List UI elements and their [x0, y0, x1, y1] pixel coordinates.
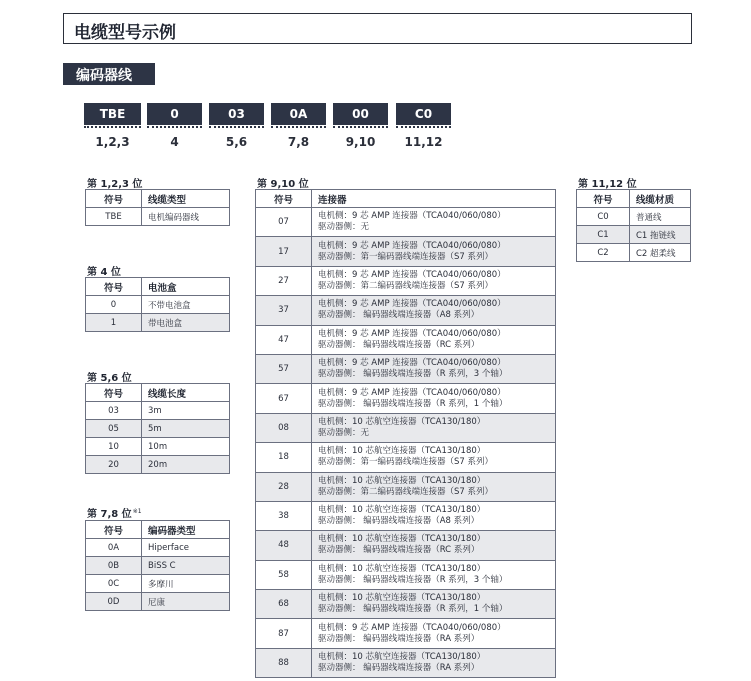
- code-segment-box: C0: [396, 103, 451, 125]
- table-row: [256, 208, 556, 237]
- column-header: 符号: [577, 190, 630, 208]
- table-row: [86, 296, 230, 314]
- driver-side-text: 驱动器侧： 编码器线端连接器（RC 系列）: [318, 339, 480, 350]
- table-row: [256, 648, 556, 677]
- section-title: 编码器线: [63, 63, 155, 85]
- cell-code: TBE: [86, 208, 142, 226]
- code-divider: [84, 126, 141, 128]
- table-1112-heading: 第 11,12 位: [578, 179, 637, 190]
- column-header: 线缆长度: [142, 384, 230, 402]
- driver-side-text: 驱动器侧： 编码器线端连接器（A8 系列）: [318, 516, 480, 527]
- cell-value: [312, 443, 556, 472]
- code-divider: [333, 126, 388, 128]
- cell-code: 87: [256, 619, 312, 648]
- code-segment-box: 00: [333, 103, 388, 125]
- motor-side-text: 电机侧：10 芯航空连接器（TCA130/180）: [318, 416, 486, 427]
- cell-code: 07: [256, 208, 312, 237]
- code-segment-position: 1,2,3: [95, 135, 130, 149]
- cell-value: [312, 590, 556, 619]
- driver-side-text: 驱动器侧： 编码器线端连接器（RC 系列）: [318, 545, 480, 556]
- table-row: [86, 208, 230, 226]
- cell-code: 03: [86, 402, 142, 420]
- cell-value: [312, 325, 556, 354]
- cell-code: 0B: [86, 557, 142, 575]
- table-row: [256, 413, 556, 442]
- cell-value: [312, 237, 556, 266]
- table-row: [577, 244, 691, 262]
- code-segment-box: 03: [209, 103, 264, 125]
- driver-side-text: 驱动器侧： 编码器线端连接器（R 系列，1 个轴）: [318, 398, 508, 409]
- table-row: [256, 472, 556, 501]
- code-divider: [396, 126, 451, 128]
- cell-code: 0C: [86, 575, 142, 593]
- cell-value: 10m: [142, 438, 230, 456]
- table-910-heading: 第 9,10 位: [257, 179, 309, 190]
- table-4-heading: 第 4 位: [87, 267, 121, 278]
- cell-value: BiSS C: [142, 557, 230, 575]
- cell-value: [312, 531, 556, 560]
- cell-value: C1 拖链线: [630, 226, 691, 244]
- code-segment-position: 7,8: [287, 135, 310, 149]
- table-row: [256, 531, 556, 560]
- cell-code: 68: [256, 590, 312, 619]
- column-header: 连接器: [312, 190, 556, 208]
- encoder-type-table: [85, 520, 230, 611]
- table-row: [86, 402, 230, 420]
- column-header: 符号: [256, 190, 312, 208]
- cell-value: 多摩川: [142, 575, 230, 593]
- cell-value: [312, 648, 556, 677]
- motor-side-text: 电机侧：10 芯航空连接器（TCA130/180）: [318, 563, 486, 574]
- motor-side-text: 电机侧：10 芯航空连接器（TCA130/180）: [318, 652, 486, 663]
- table-row: [256, 296, 556, 325]
- table-row: [86, 420, 230, 438]
- driver-side-text: 驱动器侧： 编码器线端连接器（R 系列，3 个轴）: [318, 369, 508, 380]
- cell-code: 27: [256, 266, 312, 295]
- table-78-heading-text: 第 7,8 位: [87, 509, 132, 520]
- cell-value: 20m: [142, 456, 230, 474]
- cell-code: 38: [256, 501, 312, 530]
- code-divider: [271, 126, 326, 128]
- driver-side-text: 驱动器侧： 编码器线端连接器（RA 系列）: [318, 663, 480, 674]
- table-row: [256, 325, 556, 354]
- cell-value: 电机编码器线: [142, 208, 230, 226]
- cell-code: 67: [256, 384, 312, 413]
- cell-value: 5m: [142, 420, 230, 438]
- cell-code: 37: [256, 296, 312, 325]
- cell-code: 0A: [86, 539, 142, 557]
- motor-side-text: 电机侧：9 芯 AMP 连接器（TCA040/060/080）: [318, 299, 506, 310]
- cell-value: [312, 296, 556, 325]
- cell-code: 57: [256, 354, 312, 383]
- column-header: 线缆材质: [630, 190, 691, 208]
- cell-value: 普通线: [630, 208, 691, 226]
- cell-code: 20: [86, 456, 142, 474]
- cell-value: Hiperface: [142, 539, 230, 557]
- cell-value: [312, 619, 556, 648]
- table-78-heading: [87, 505, 142, 520]
- cell-value: [312, 560, 556, 589]
- table-row: [86, 593, 230, 611]
- cell-value: 不带电池盒: [142, 296, 230, 314]
- table-row: [256, 354, 556, 383]
- table-row: [86, 456, 230, 474]
- column-header: 符号: [86, 278, 142, 296]
- cell-code: 10: [86, 438, 142, 456]
- motor-side-text: 电机侧：9 芯 AMP 连接器（TCA040/060/080）: [318, 387, 506, 398]
- cell-code: 47: [256, 325, 312, 354]
- table-row: [577, 226, 691, 244]
- code-segment-position: 9,10: [345, 135, 376, 149]
- driver-side-text: 驱动器侧：无: [318, 222, 370, 233]
- cable-type-table: [85, 189, 230, 226]
- cell-code: C0: [577, 208, 630, 226]
- cell-value: [312, 384, 556, 413]
- cell-value: [312, 501, 556, 530]
- motor-side-text: 电机侧：10 芯航空连接器（TCA130/180）: [318, 475, 486, 486]
- code-segment-position: 11,12: [404, 135, 443, 149]
- code-segment-box: 0: [147, 103, 202, 125]
- battery-box-table: [85, 277, 230, 332]
- table-row: [86, 539, 230, 557]
- table-row: [256, 619, 556, 648]
- table-row: [86, 314, 230, 332]
- motor-side-text: 电机侧：9 芯 AMP 连接器（TCA040/060/080）: [318, 358, 506, 369]
- cell-value: [312, 354, 556, 383]
- motor-side-text: 电机侧：10 芯航空连接器（TCA130/180）: [318, 505, 486, 516]
- driver-side-text: 驱动器侧：第一编码器线端连接器（S7 系列）: [318, 457, 494, 468]
- code-segment-position: 4: [170, 135, 179, 149]
- motor-side-text: 电机侧：9 芯 AMP 连接器（TCA040/060/080）: [318, 622, 506, 633]
- cell-value: [312, 413, 556, 442]
- cell-code: 18: [256, 443, 312, 472]
- column-header: 符号: [86, 384, 142, 402]
- column-header: 符号: [86, 521, 142, 539]
- cell-code: C1: [577, 226, 630, 244]
- cell-code: 48: [256, 531, 312, 560]
- code-divider: [147, 126, 202, 128]
- motor-side-text: 电机侧：10 芯航空连接器（TCA130/180）: [318, 446, 486, 457]
- column-header: 线缆类型: [142, 190, 230, 208]
- cell-code: 0D: [86, 593, 142, 611]
- driver-side-text: 驱动器侧： 编码器线端连接器（RA 系列）: [318, 633, 480, 644]
- table-row: [256, 237, 556, 266]
- motor-side-text: 电机侧：9 芯 AMP 连接器（TCA040/060/080）: [318, 211, 506, 222]
- code-divider: [209, 126, 264, 128]
- cell-value: [312, 266, 556, 295]
- motor-side-text: 电机侧：10 芯航空连接器（TCA130/180）: [318, 534, 486, 545]
- code-segment-position: 5,6: [225, 135, 248, 149]
- cell-value: 3m: [142, 402, 230, 420]
- table-row: [86, 575, 230, 593]
- motor-side-text: 电机侧：9 芯 AMP 连接器（TCA040/060/080）: [318, 269, 506, 280]
- cell-code: 08: [256, 413, 312, 442]
- cell-value: 带电池盒: [142, 314, 230, 332]
- cell-value: 尼康: [142, 593, 230, 611]
- table-row: [256, 266, 556, 295]
- table-56-heading: 第 5,6 位: [87, 373, 132, 384]
- table-row: [256, 501, 556, 530]
- driver-side-text: 驱动器侧： 编码器线端连接器（R 系列，3 个轴）: [318, 574, 508, 585]
- cable-material-table: [576, 189, 691, 262]
- table-row: [256, 443, 556, 472]
- table-123-heading: 第 1,2,3 位: [87, 179, 143, 190]
- table-row: [256, 560, 556, 589]
- table-row: [256, 384, 556, 413]
- cell-value: C2 超柔线: [630, 244, 691, 262]
- motor-side-text: 电机侧：9 芯 AMP 连接器（TCA040/060/080）: [318, 328, 506, 339]
- column-header: 符号: [86, 190, 142, 208]
- driver-side-text: 驱动器侧：第二编码器线端连接器（S7 系列）: [318, 486, 494, 497]
- table-row: [86, 557, 230, 575]
- code-segment-box: TBE: [84, 103, 141, 125]
- cell-code: C2: [577, 244, 630, 262]
- cell-code: 58: [256, 560, 312, 589]
- motor-side-text: 电机侧：10 芯航空连接器（TCA130/180）: [318, 593, 486, 604]
- driver-side-text: 驱动器侧：第二编码器线端连接器（S7 系列）: [318, 280, 494, 291]
- column-header: 电池盒: [142, 278, 230, 296]
- cell-value: [312, 472, 556, 501]
- cell-code: 17: [256, 237, 312, 266]
- column-header: 编码器类型: [142, 521, 230, 539]
- cell-code: 1: [86, 314, 142, 332]
- driver-side-text: 驱动器侧： 编码器线端连接器（R 系列，1 个轴）: [318, 604, 508, 615]
- footnote-mark: ※1: [132, 507, 142, 515]
- code-segment-box: 0A: [271, 103, 326, 125]
- motor-side-text: 电机侧：9 芯 AMP 连接器（TCA040/060/080）: [318, 240, 506, 251]
- table-row: [86, 438, 230, 456]
- cell-code: 88: [256, 648, 312, 677]
- cell-code: 28: [256, 472, 312, 501]
- connector-table: [255, 189, 556, 678]
- driver-side-text: 驱动器侧： 编码器线端连接器（A8 系列）: [318, 310, 480, 321]
- cell-code: 05: [86, 420, 142, 438]
- cable-length-table: [85, 383, 230, 474]
- driver-side-text: 驱动器侧：第一编码器线端连接器（S7 系列）: [318, 251, 494, 262]
- page-title: 电缆型号示例: [63, 13, 692, 44]
- driver-side-text: 驱动器侧：无: [318, 427, 370, 438]
- cell-value: [312, 208, 556, 237]
- table-row: [577, 208, 691, 226]
- table-row: [256, 590, 556, 619]
- cell-code: 0: [86, 296, 142, 314]
